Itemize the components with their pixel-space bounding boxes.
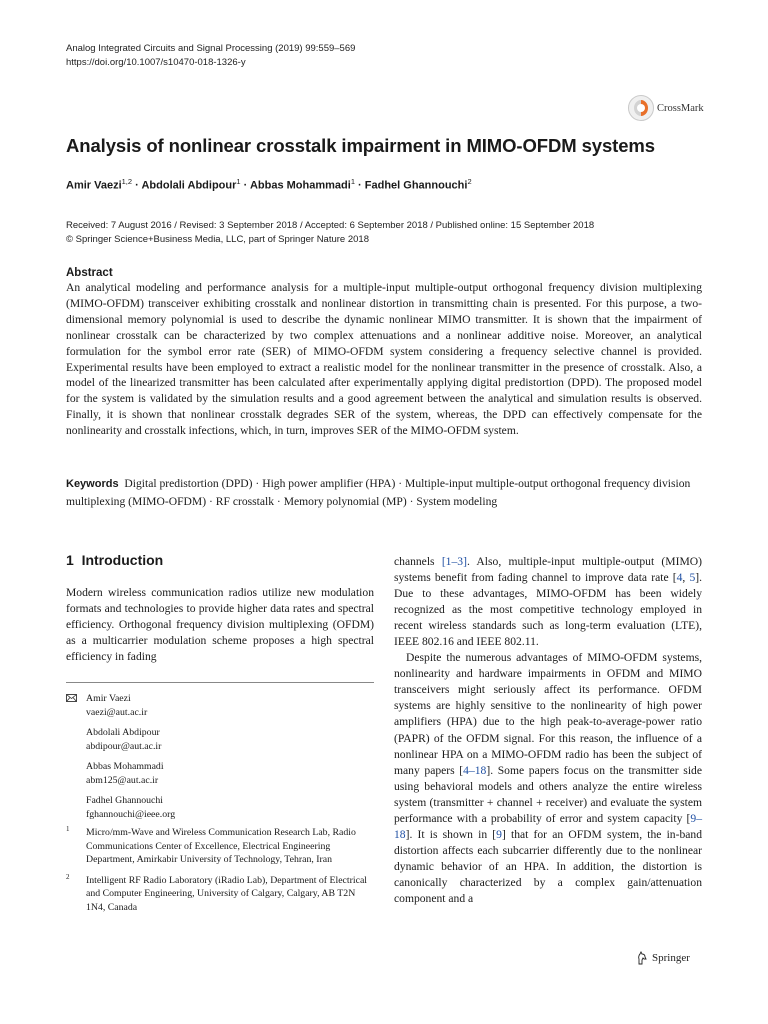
text-run: ] that for an OFDM system, the in-band distortion affects each subcarrier differently due to the nonlinear dynamic behavior of an HPA. In addition, the distortion is canonically characterized by a complex gain/attenuation component and a <box>394 827 702 905</box>
text-run: ]. Due to these advantages, MIMO-OFDM has been widely recognized as the most competitive technology employed in recent wireless standards such as long-term evaluation (LTE), IEEE 802.16 and IEEE 802.11. <box>394 571 702 649</box>
affiliation <box>66 826 374 867</box>
section-heading <box>66 552 163 568</box>
footnote-rule <box>66 682 374 683</box>
author-separator: · <box>243 179 248 192</box>
springer-horse-icon <box>636 951 648 965</box>
author-affiliation: 1,2 <box>121 177 133 186</box>
author-name: Amir Vaezi <box>86 693 131 704</box>
author-affiliation: 1 <box>236 177 241 186</box>
author-email[interactable]: abm125@aut.ac.ir <box>86 774 159 786</box>
crossmark-icon <box>628 95 654 121</box>
crossmark-badge[interactable] <box>628 92 708 124</box>
history-dates: Received: 7 August 2016 / Revised: 3 September 2018 / Accepted: 6 September 2018 / Published online: 15 September 2018 <box>66 220 595 231</box>
envelope-icon <box>66 694 77 702</box>
section-title: Introduction <box>81 552 164 568</box>
author-email[interactable]: abdipour@aut.ac.ir <box>86 740 162 752</box>
affiliations <box>66 826 374 921</box>
author-name: Abdolali Abdipour <box>86 727 160 738</box>
citation-link[interactable]: 9 <box>496 827 502 841</box>
author-contact <box>66 794 374 821</box>
author-affiliation: 2 <box>467 177 472 186</box>
text-run: ]. Some papers focus on the transmitter side using behavioral models and others analyze the entire wireless system (transmitter + channel + receiver) and evaluate the system performance with a probability of error and system capacity [ <box>394 763 702 825</box>
affiliation-text: Intelligent RF Radio Laboratory (iRadio Lab), Department of Electrical and Computer Engineering, University of Calgary, Calgary, AB T2N 1N4, Canada <box>86 874 368 913</box>
corresponding-author <box>66 692 374 719</box>
crossmark-label: CrossMark <box>657 102 704 114</box>
text-run: ]. It is shown in [ <box>405 827 497 841</box>
affiliation-text: Micro/mm-Wave and Wireless Communication Research Lab, Radio Communications Center of Excellence, Electrical Engineering Department, Amirkabir University of Technology, Tehran, Iran <box>86 827 356 865</box>
author: Amir Vaezi <box>66 179 122 192</box>
paragraph: Modern wireless communication radios utilize new modulation formats and technologies to provide higher data rates and spectral efficiency. Orthogonal frequency division multiplexing (OFDM) as a multicarrier modulation scheme proposes a high spectral efficiency in fading <box>66 586 374 664</box>
left-column <box>66 585 374 665</box>
keywords-label: Keywords <box>66 478 119 490</box>
citation-link[interactable]: 4 <box>676 571 683 585</box>
author-contact <box>66 760 374 787</box>
citation-link[interactable]: 4–18 <box>463 763 487 777</box>
text-run: , <box>682 571 690 585</box>
journal-citation: Analog Integrated Circuits and Signal Processing (2019) 99:559–569 <box>66 43 356 54</box>
author-affiliation: 1 <box>350 177 355 186</box>
author-name: Fadhel Ghannouchi <box>86 795 163 806</box>
author-name: Abbas Mohammadi <box>86 761 164 772</box>
author: Fadhel Ghannouchi <box>364 179 468 192</box>
author-list <box>66 177 716 192</box>
section-number: 1 <box>66 552 74 568</box>
author-email[interactable]: fghannouchi@ieee.org <box>86 808 176 820</box>
author: Abdolali Abdipour <box>141 179 237 192</box>
author-separator: · <box>135 179 139 192</box>
text-run: Despite the numerous advantages of MIMO-OFDM systems, nonlinearity and hardware impairments in OFDM and MIMO transceivers might seriously affect its performance. OFDM systems are highly sensitive to the nonlinearity of high power amplifiers (HPA) due to the high peak-to-average-power ratio (PAPR) of the OFDM signal. For this reason, the influence of a nonlinear HPA on a MIMO-OFDM radio has been the subject of many papers [ <box>394 651 702 777</box>
doi-link[interactable]: https://doi.org/10.1007/s10470-018-1326-y <box>66 57 246 68</box>
paragraph <box>394 554 702 650</box>
citation-link[interactable]: 5 <box>689 571 696 585</box>
author: Abbas Mohammadi <box>249 179 351 192</box>
citation-link[interactable]: 9–18 <box>394 811 702 841</box>
right-column <box>394 554 702 907</box>
text-run: channels <box>394 555 442 568</box>
keywords-text: Digital predistortion (DPD) · High power amplifier (HPA) · Multiple-input multiple-output orthogonal frequency division multiplexing (MIMO-OFDM) · RF crosstalk · Memory polynomial (MP) · System modeling <box>66 477 691 508</box>
affiliation <box>66 874 374 915</box>
author-separator: · <box>358 179 362 192</box>
publisher-logo <box>636 951 690 965</box>
abstract-heading: Abstract <box>66 267 113 279</box>
citation-link[interactable]: [1–3] <box>441 555 467 568</box>
journal-header <box>66 42 355 70</box>
publisher-name: Springer <box>652 952 690 964</box>
paper-title: Analysis of nonlinear crosstalk impairment in MIMO-OFDM systems <box>66 135 655 156</box>
author-email[interactable]: vaezi@aut.ac.ir <box>86 706 148 718</box>
paragraph <box>394 650 702 907</box>
copyright: © Springer Science+Business Media, LLC, part of Springer Nature 2018 <box>66 234 369 245</box>
author-contact <box>66 726 374 753</box>
publication-dates <box>66 219 716 247</box>
correspondence-block <box>66 692 374 828</box>
abstract-text: An analytical modeling and performance analysis for a multiple-input multiple-output orthogonal frequency division multiplexing (MIMO-OFDM) transceiver exhibiting crosstalk and nonlinear distortion in transmitting chain is presented. For this purpose, a two-dimensional memory polynomial is used to describe the dynamic nonlinear MIMO transmitter. It is shown that the impairment of nonlinear crosstalk can be characterized by two complex attenuations and a nonlinear additive noise. Moreover, an analytical formulation for the symbol error rate (SER) of MIMO-OFDM system considering a frequency selective channel is provided. Experimental results have been employed to extract a realistic model for the nonlinear transmitter in the presence of crosstalk. Also, a model of the linearized transmitter has been calculated after experimentally applying digital predistortion (DPD). The proposed model for the system is validated by the simulation results and a good agreement between the analytical and simulation results is observed. Finally, it is shown that nonlinear crosstalk degrades SER of the system, whereas, the DPD can effectively compensate for the nonlinearity and crosstalk infections, which, in turn, improves SER of the MIMO-OFDM system. <box>66 281 702 438</box>
affiliation-number: 1 <box>66 825 70 833</box>
keywords <box>66 475 702 510</box>
affiliation-number: 2 <box>66 872 70 881</box>
text-run: . Also, multiple-input multiple-output (MIMO) systems benefit from fading channel to improve data rate [ <box>394 555 702 585</box>
